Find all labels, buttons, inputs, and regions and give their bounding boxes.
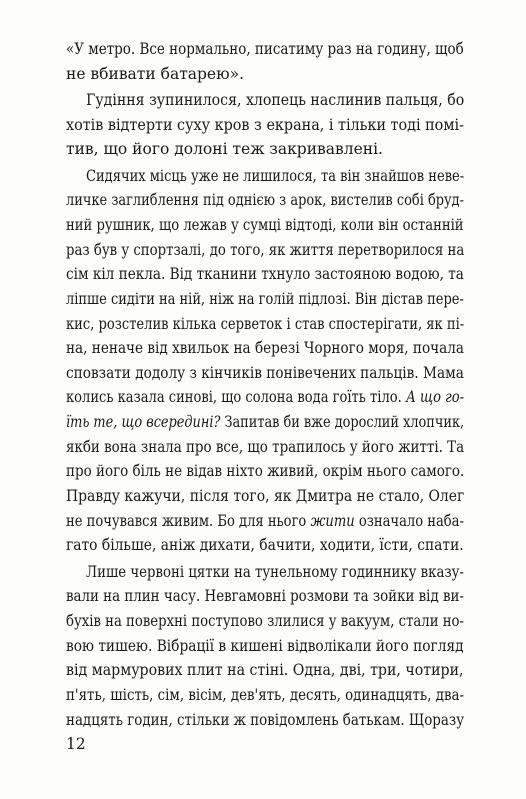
- text-line: [66, 388, 464, 406]
- italic-phrase: А що го-: [405, 388, 464, 406]
- text-line-content: означало наба-: [358, 512, 464, 530]
- text-line-content: Запитав би вже дорослий хлопчик,: [224, 413, 465, 431]
- text-line: [66, 65, 244, 83]
- text-line: [86, 563, 464, 581]
- text-line: [66, 339, 464, 357]
- text-line: [66, 512, 464, 530]
- text-line: [66, 661, 464, 679]
- text-line-content: на, неначе від хвильок на березі Чорного моря, почала: [66, 339, 464, 357]
- text-line: [86, 167, 464, 185]
- text-line: [66, 413, 464, 431]
- text-line: [66, 612, 464, 630]
- text-line-content: Гудіння зупинилося, хлопець наслинив пальця, бо: [86, 91, 465, 109]
- text-line: [66, 116, 464, 134]
- text-line: [66, 438, 464, 456]
- text-line-content: личке заглиблення під однією з арок, вистелив собі бруд-: [66, 191, 465, 209]
- text-line-content: вали на плин часу. Невгамовні розмови та зойки від ви-: [66, 587, 464, 605]
- text-line-content: Лише червоні цятки на тунельному годиннику вказу-: [86, 563, 464, 581]
- text-line-content: гато більше, аніж дихати, бачити, ходити, їсти, спати.: [66, 536, 464, 554]
- text-line: [66, 686, 464, 704]
- text-line-content: сім кіл пекла. Від тканини тхнуло застояною водою, та: [66, 265, 464, 283]
- text-line: [66, 587, 464, 605]
- text-line-content: сповзати додолу з кінчиків понівечених пальців. Мама: [66, 364, 464, 382]
- text-line: [66, 711, 464, 729]
- text-line: [66, 290, 464, 308]
- text-line-content: не вбивати батарею».: [66, 65, 245, 83]
- text-line-content: «У метро. Все нормально, писатиму раз на годину, щоб: [66, 40, 464, 58]
- text-line-content: хотів відтерти суху кров з екрана, і тільки тоді помі-: [66, 116, 464, 134]
- text-line-content: Правду кажучи, після того, як Дмитра не стало, Олег: [66, 487, 465, 505]
- text-line: [66, 216, 464, 234]
- text-line-content: від мармурових плит на стіні. Одна, дві, три, чотири,: [66, 661, 464, 679]
- text-line-content: кис, розстелив кілька серветок і став спостерігати, як пі-: [66, 315, 465, 333]
- text-line-content: Сидячих місць уже не лишилося, та він знайшов неве-: [86, 167, 465, 185]
- text-line-content: бухів на поверхні поступово злилися у вакуум, стали но-: [66, 612, 464, 630]
- text-line-content: ний рушник, що лежав у сумці відтоді, коли він останній: [66, 216, 464, 234]
- text-line: [66, 315, 464, 333]
- text-line: [66, 637, 464, 655]
- text-line-content: тив, що його долоні теж закривавлені.: [66, 140, 383, 158]
- text-line: [66, 462, 464, 480]
- text-line: [86, 91, 464, 109]
- text-line: [66, 40, 464, 58]
- text-line-content: ліпше сидіти на ній, ніж на голій підлозі. Він дістав пере-: [66, 290, 464, 308]
- text-line: [66, 364, 464, 382]
- italic-phrase: жити: [310, 512, 355, 530]
- text-line-content: п'ять, шість, сім, вісім, дев'ять, десять, одинадцять, два-: [66, 686, 464, 704]
- text-line: [66, 536, 464, 554]
- text-line: [66, 191, 464, 209]
- text-line-content: раз був у спортзалі, до того, як життя перетворилося на: [66, 241, 465, 259]
- text-line-content: колись казала синові, що солона вода гоїть тіло.: [66, 388, 402, 406]
- text-line-content: надцять годин, стільки ж повідомлень батькам. Щоразу: [66, 711, 465, 729]
- text-line: [66, 265, 464, 283]
- text-line: [66, 140, 383, 158]
- text-line-content: не почувався живим. Бо для нього: [66, 512, 307, 530]
- text-line: [66, 241, 464, 259]
- italic-phrase: їть те, що всередині?: [66, 413, 221, 431]
- text-line-content: вою тишею. Вібрації в кишені відволікали його погляд: [66, 637, 464, 655]
- text-line-content: про його біль не відав ніхто живий, окрім нього самого.: [66, 462, 465, 480]
- text-line-content: якби вона знала про все, що трапилось у його житті. Та: [66, 438, 465, 456]
- page-number: 12: [66, 735, 86, 753]
- text-line: [66, 487, 464, 505]
